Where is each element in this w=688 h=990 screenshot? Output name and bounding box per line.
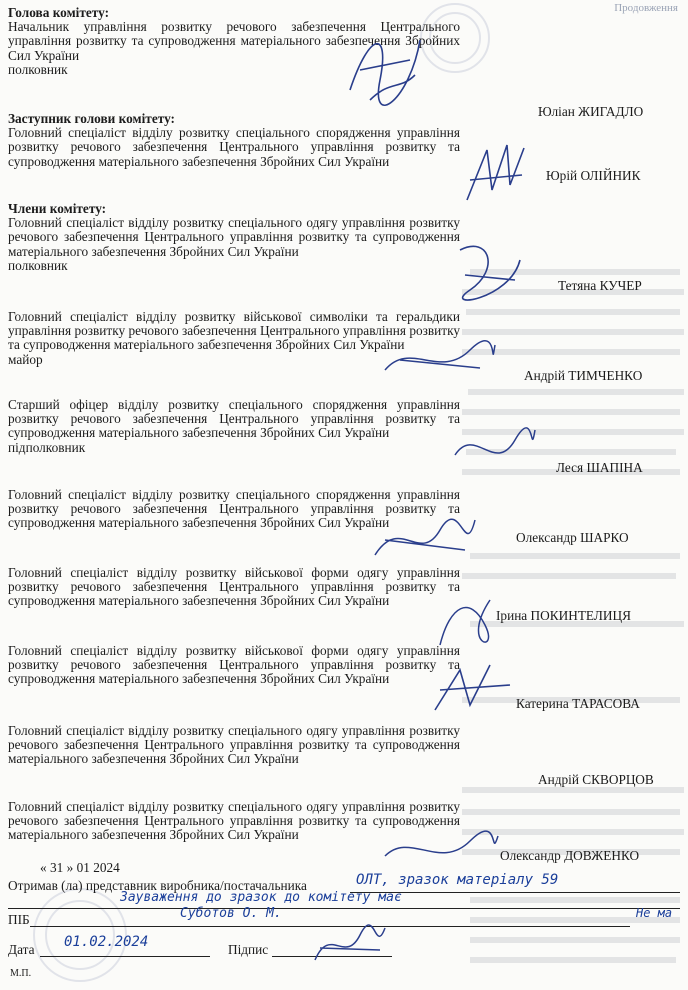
pib-label: ПІБ [8, 912, 30, 927]
stamp-place-label: М.П. [10, 968, 32, 979]
pib-underline [30, 926, 630, 927]
member-rank: майор [8, 351, 43, 367]
signature-deputy [462, 140, 532, 210]
member-block-3 [8, 488, 460, 531]
member-block-5 [8, 644, 460, 687]
received-label: Отримав (ла) представник виробника/постачальника [8, 878, 307, 893]
date-label: Дата [8, 942, 35, 957]
member-name-1: Андрій ТИМЧЕНКО [524, 368, 643, 383]
received-handwriting-1: ОЛТ, зразок матеріалу 59 [356, 872, 559, 888]
chair-block [8, 6, 460, 77]
member-rank: підполковник [8, 439, 86, 455]
member-name-3: Олександр ШАРКО [516, 530, 629, 545]
member-position: Головний спеціаліст відділу розвитку військової символіки та геральдики управління розвитку речового забезпечення Центрального управління розвитку та супроводження матеріального забезпечення Збройних Сил України [8, 309, 460, 353]
member-position: Головний спеціаліст відділу розвитку спеціального спорядження управління розвитку речового забезпечення Центрального управління розвитку та супроводження матеріального забезпечення Збройних Сил України [8, 487, 460, 531]
deputy-name: Юрій ОЛІЙНИК [546, 168, 641, 183]
date-underline [40, 956, 210, 957]
signature-member-2 [450, 420, 540, 480]
signature-representative [310, 920, 390, 970]
member-block-0 [8, 202, 460, 273]
member-name-0: Тетяна КУЧЕР [558, 278, 642, 293]
member-position: Головний спеціаліст відділу розвитку спеціального одягу управління розвитку речового забезпечення Центрального управління розвитку та супроводження матеріального забезпечення Збройних Сил України [8, 215, 460, 259]
sign-underline [272, 956, 392, 957]
member-position: Головний спеціаліст відділу розвитку військової форми одягу управління розвитку речового забезпечення Центрального управління розвитку та супроводження матеріального забезпечення Збройних Сил України [8, 643, 460, 687]
deputy-label: Заступник голови комітету: [8, 111, 175, 126]
received-handwriting-2: Зауваження до зразок до комітету має [120, 890, 402, 905]
chair-position: Начальник управління розвитку речового забезпечення Центрального управління розвитку та супроводження матеріального забезпечення Збройних Сил України [8, 19, 460, 63]
header-stamp-text: Продовження [614, 2, 678, 14]
member-block-1 [8, 310, 460, 367]
deputy-block [8, 112, 460, 169]
date-handwriting: 01.02.2024 [64, 934, 149, 950]
member-position: Старший офіцер відділу розвитку спеціального спорядження управління розвитку речового забезпечення Центрального управління розвитку та супроводження матеріального забезпечення Збройних Сил України [8, 397, 460, 441]
chair-name: Юліан ЖИГАДЛО [538, 104, 644, 119]
chair-rank: полковник [8, 61, 68, 77]
date-line: « 31 » 01 2024 [40, 860, 120, 875]
member-position: Головний спеціаліст відділу розвитку військової форми одягу управління розвитку речового забезпечення Центрального управління розвитку та супроводження матеріального забезпечення Збройних Сил України [8, 565, 460, 609]
sign-label: Підпис [228, 942, 269, 957]
received-underline-2 [8, 908, 680, 909]
member-name-7: Олександр ДОВЖЕНКО [500, 848, 640, 863]
member-block-6 [8, 724, 460, 767]
member-name-6: Андрій СКВОРЦОВ [538, 772, 654, 787]
pib-handwriting: Суботов О. М. [180, 906, 282, 921]
member-block-2 [8, 398, 460, 455]
signature-member-0 [450, 230, 530, 310]
received-handwriting-3: Не ма [636, 906, 673, 920]
members-label: Члени комітету: [8, 201, 107, 216]
member-name-4: Ірина ПОКИНТЕЛИЦЯ [496, 608, 631, 623]
member-rank: полковник [8, 257, 68, 273]
member-block-7 [8, 800, 460, 843]
deputy-position: Головний спеціаліст відділу розвитку спеціального спорядження управління розвитку речового забезпечення Центрального управління розвитку та супроводження матеріального забезпечення Збройних Сил України [8, 125, 460, 169]
member-position: Головний спеціаліст відділу розвитку спеціального одягу управління розвитку речового забезпечення Центрального управління розвитку та супроводження матеріального забезпечення Збройних Сил України [8, 799, 460, 843]
member-position: Головний спеціаліст відділу розвитку спеціального одягу управління розвитку речового забезпечення Центрального управління розвитку та супроводження матеріального забезпечення Збройних Сил України [8, 723, 460, 767]
chair-label: Голова комітету: [8, 5, 110, 20]
member-name-2: Леся ШАПІНА [556, 460, 643, 475]
member-name-5: Катерина ТАРАСОВА [516, 696, 640, 711]
member-block-4 [8, 566, 460, 609]
